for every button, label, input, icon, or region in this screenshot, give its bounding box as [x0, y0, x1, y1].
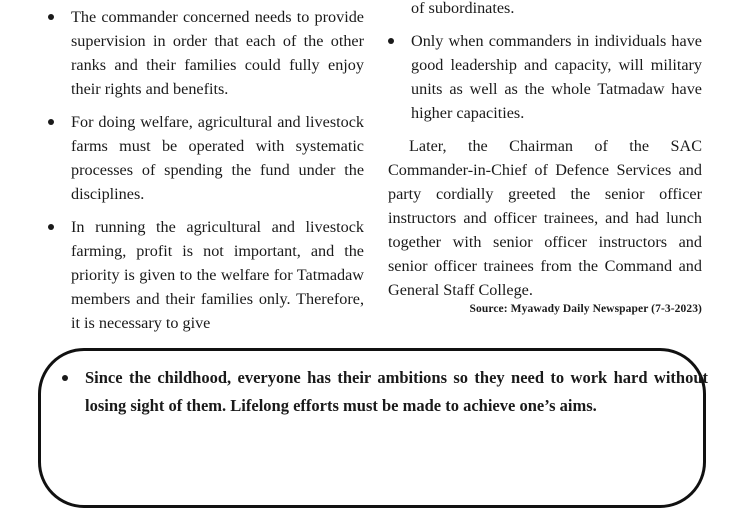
bullet-text: Only when commanders in individuals have good leadership and capacity, will military units as well as the whole Tatmadaw have higher capacities. — [411, 32, 702, 122]
bullet-dot-icon — [388, 38, 394, 44]
bullet-welfare-farms — [48, 110, 364, 206]
callout-bullet — [62, 364, 708, 420]
bullet-leadership — [388, 29, 702, 125]
source-citation: Source: Myawady Daily Newspaper (7-3-2023) — [469, 303, 702, 315]
left-column — [48, 5, 364, 344]
bullet-dot-icon — [48, 119, 54, 125]
bullet-text: For doing welfare, agricultural and livestock farms must be operated with systematic processes of spending the fund under the disciplines. — [71, 113, 364, 203]
right-column — [388, 0, 702, 302]
bullet-supervision — [48, 5, 364, 101]
callout-text: Since the childhood, everyone has their ambitions so they need to work hard without losing sight of them. Lifelong efforts must be made to achieve one’s aims. — [85, 368, 708, 415]
bullet-dot-icon — [48, 224, 54, 230]
bullet-text: The commander concerned needs to provide supervision in order that each of the other ranks and their families could fully enjoy their rights and benefits. — [71, 8, 364, 98]
bullet-dot-icon — [62, 375, 68, 381]
continuation-text: of subordinates. — [411, 0, 515, 17]
bullet-text: In running the agricultural and livestock farming, profit is not important, and the priority is given to the welfare for Tatmadaw members and their families only. Therefore, it is necessary to give — [71, 218, 364, 332]
closing-paragraph: Later, the Chairman of the SAC Commander-in-Chief of Defence Services and party cordially greeted the senior officer instructors and officer trainees, and had lunch together with senior officer instructors and senior officer trainees from the Command and General Staff College. — [388, 137, 702, 299]
bullet-profit — [48, 215, 364, 335]
bullet-dot-icon — [48, 14, 54, 20]
